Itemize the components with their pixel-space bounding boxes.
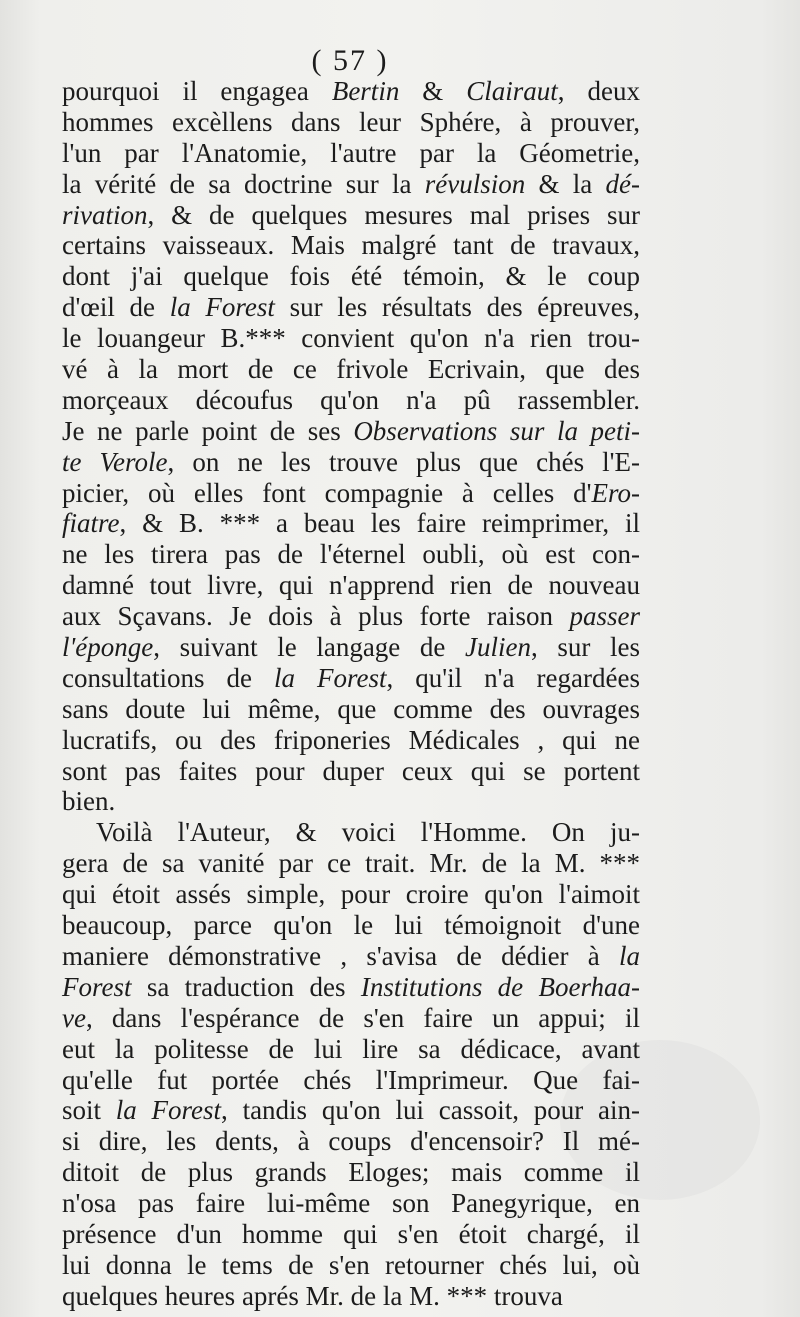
text-line: damné tout livre, qui n'apprend rien de nouveau xyxy=(62,570,640,601)
text-line: soit la Forest, tandis qu'on lui cassoit, pour ain- xyxy=(62,1095,640,1126)
text-line: morçeaux découfus qu'on n'a pû rassembler. xyxy=(62,384,640,415)
text-line: lucratifs, ou des friponeries Médicales , qui ne xyxy=(62,724,640,755)
text-line: le louangeur B.*** convient qu'on n'a rien trou- xyxy=(62,323,640,354)
text-line: beaucoup, parce qu'on le lui témoignoit d'une xyxy=(62,910,640,941)
text-line: hommes excèllens dans leur Sphére, à prouver, xyxy=(62,106,640,137)
text-line: si dire, les dents, à coups d'encensoir? Il mé- xyxy=(62,1126,640,1157)
text-line: n'osa pas faire lui-même son Panegyrique, en xyxy=(62,1188,640,1219)
text-line: qui étoit assés simple, pour croire qu'on l'aimoit xyxy=(62,879,640,910)
text-line: sont pas faites pour duper ceux qui se portent xyxy=(62,755,640,786)
text-line: quelques heures aprés Mr. de la M. *** trouva xyxy=(62,1280,563,1311)
text-line: lui donna le tems de s'en retourner chés lui, où xyxy=(62,1249,640,1280)
text-line: d'œil de la Forest sur les résultats des épreuves, xyxy=(62,292,640,323)
text-line: ditoit de plus grands Eloges; mais comme il xyxy=(62,1157,640,1188)
text-line: maniere démonstrative , s'avisa de dédier à la xyxy=(62,940,640,971)
text-line: aux Sçavans. Je dois à plus forte raison passer xyxy=(62,601,640,632)
text-line: ne les tirera pas de l'éternel oubli, où est con- xyxy=(62,539,640,570)
text-line: bien. xyxy=(62,786,116,817)
body-text xyxy=(62,76,640,1312)
text-line: gera de sa vanité par ce trait. Mr. de la M. *** xyxy=(62,848,640,879)
text-line: Voilà l'Auteur, & voici l'Homme. On ju- xyxy=(96,817,640,848)
text-line: te Verole, on ne les trouve plus que chés l'E- xyxy=(62,446,640,477)
text-line: qu'elle fut portée chés l'Imprimeur. Que fai- xyxy=(62,1064,640,1095)
page-number: ( 57 ) xyxy=(311,44,389,77)
text-line: fiatre, & B. *** a beau les faire reimprimer, il xyxy=(62,508,640,539)
text-line: eut la politesse de lui lire sa dédicace, avant xyxy=(62,1033,640,1064)
text-line: picier, où elles font compagnie à celles d'Ero- xyxy=(62,477,640,508)
text-line: ve, dans l'espérance de s'en faire un appui; il xyxy=(62,1002,640,1033)
text-line: consultations de la Forest, qu'il n'a regardées xyxy=(62,662,640,693)
text-line: l'éponge, suivant le langage de Julien, sur les xyxy=(62,632,640,663)
text-line: rivation, & de quelques mesures mal prises sur xyxy=(62,199,640,230)
text-line: vé à la mort de ce frivole Ecrivain, que des xyxy=(62,354,640,385)
text-line: l'un par l'Anatomie, l'autre par la Géometrie, xyxy=(62,137,640,168)
text-line: Forest sa traduction des Institutions de Boerhaa- xyxy=(62,971,640,1002)
text-line: présence d'un homme qui s'en étoit chargé, il xyxy=(62,1218,640,1249)
text-line: certains vaisseaux. Mais malgré tant de travaux, xyxy=(62,230,640,261)
text-line: pourquoi il engagea Bertin & Clairaut, deux xyxy=(62,76,640,106)
text-line: dont j'ai quelque fois été témoin, & le coup xyxy=(62,261,640,292)
text-line: sans doute lui même, que comme des ouvrages xyxy=(62,693,640,724)
text-line: Je ne parle point de ses Observations sur la peti- xyxy=(62,415,640,446)
text-line: la vérité de sa doctrine sur la révulsion & la dé- xyxy=(62,168,640,199)
